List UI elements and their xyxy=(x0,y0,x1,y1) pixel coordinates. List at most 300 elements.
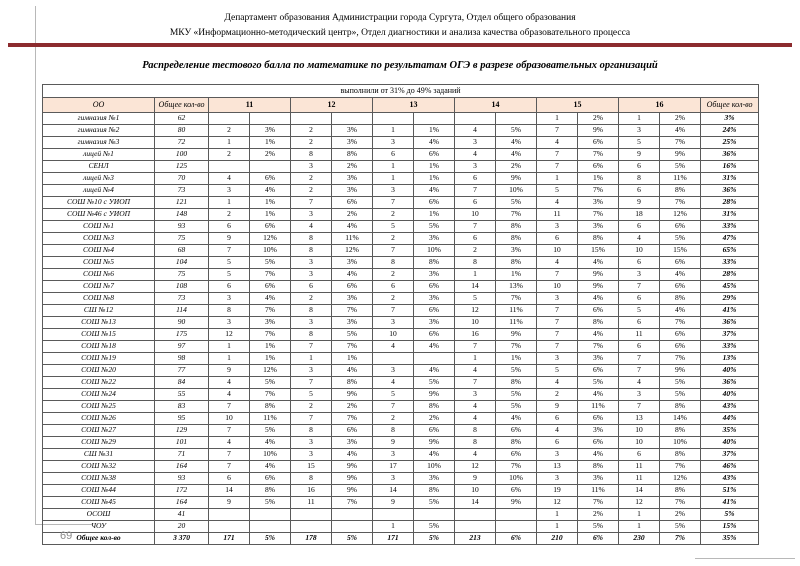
score-cell: 6% xyxy=(332,281,373,293)
org-name-cell: СОШ №10 с УИОП xyxy=(43,197,155,209)
score-cell: 4 xyxy=(455,125,496,137)
org-band-pct-cell: 13% xyxy=(701,353,759,365)
score-cell: 1 xyxy=(209,137,250,149)
score-cell: 9 xyxy=(209,233,250,245)
org-band-pct-cell: 41% xyxy=(701,497,759,509)
score-cell: 4 xyxy=(373,377,414,389)
score-cell: 4 xyxy=(291,221,332,233)
org-name-cell: гимназия №3 xyxy=(43,137,155,149)
score-cell: 10 xyxy=(537,281,578,293)
org-band-pct-cell: 45% xyxy=(701,281,759,293)
score-cell: 4 xyxy=(455,365,496,377)
org-name-cell: гимназия №2 xyxy=(43,125,155,137)
score-cell: 3% xyxy=(578,473,619,485)
org-band-pct-cell: 16% xyxy=(701,161,759,173)
score-cell: 8 xyxy=(455,437,496,449)
score-cell: 17 xyxy=(373,461,414,473)
score-cell: 3% xyxy=(578,221,619,233)
org-name-cell: ЧОУ xyxy=(43,521,155,533)
org-total-cell: 101 xyxy=(155,437,209,449)
score-cell: 6 xyxy=(619,257,660,269)
score-cell: 11% xyxy=(250,413,291,425)
score-cell: 8% xyxy=(496,437,537,449)
score-cell: 12 xyxy=(537,497,578,509)
score-cell: 10% xyxy=(250,245,291,257)
score-cell: 10 xyxy=(455,485,496,497)
score-cell: 4% xyxy=(250,185,291,197)
score-cell: 4% xyxy=(578,449,619,461)
score-cell: 171 xyxy=(373,533,414,545)
score-cell: 4 xyxy=(537,137,578,149)
score-cell: 6 xyxy=(537,437,578,449)
score-cell: 9 xyxy=(537,401,578,413)
org-total-cell: 114 xyxy=(155,305,209,317)
table-row xyxy=(43,245,759,257)
score-cell: 4 xyxy=(537,377,578,389)
org-total-cell: 70 xyxy=(155,173,209,185)
score-cell: 1 xyxy=(373,173,414,185)
org-band-pct-cell: 35% xyxy=(701,533,759,545)
score-cell: 8% xyxy=(660,185,701,197)
score-cell: 8 xyxy=(619,173,660,185)
score-cell: 7% xyxy=(660,137,701,149)
score-cell: 1% xyxy=(414,209,455,221)
score-cell: 2% xyxy=(496,161,537,173)
score-cell: 1 xyxy=(373,161,414,173)
score-cell: 2 xyxy=(291,125,332,137)
score-cell: 5% xyxy=(250,377,291,389)
score-cell: 3 xyxy=(291,257,332,269)
table-row xyxy=(43,329,759,341)
score-cell: 5 xyxy=(209,269,250,281)
table-row xyxy=(43,149,759,161)
score-cell: 9 xyxy=(619,197,660,209)
score-cell: 11% xyxy=(660,173,701,185)
score-cell: 3% xyxy=(414,317,455,329)
score-cell: 7 xyxy=(291,197,332,209)
org-name-cell: СЕНЛ xyxy=(43,161,155,173)
score-cell: 8% xyxy=(414,257,455,269)
score-cell: 3 xyxy=(209,293,250,305)
score-cell: 5 xyxy=(209,257,250,269)
score-cell: 1 xyxy=(455,269,496,281)
org-total-cell: 80 xyxy=(155,125,209,137)
score-cell: 11 xyxy=(619,329,660,341)
score-cell: 7% xyxy=(660,317,701,329)
score-cell: 14% xyxy=(660,413,701,425)
header-score-16: 16 xyxy=(619,98,701,113)
score-cell: 7% xyxy=(496,461,537,473)
score-cell: 3 xyxy=(373,365,414,377)
score-cell: 6% xyxy=(660,281,701,293)
score-cell: 6 xyxy=(619,221,660,233)
score-cell: 5% xyxy=(496,197,537,209)
table-row xyxy=(43,401,759,413)
accent-divider-bar xyxy=(8,43,792,47)
header-total-count: Общее кол-во xyxy=(155,98,209,113)
results-table-wrap xyxy=(42,84,758,545)
score-cell: 5% xyxy=(660,161,701,173)
score-cell: 10% xyxy=(250,449,291,461)
score-cell: 8% xyxy=(660,485,701,497)
score-cell: 7% xyxy=(660,197,701,209)
org-name-cell: СОШ №46 с УИОП xyxy=(43,209,155,221)
score-cell: 14 xyxy=(619,485,660,497)
score-cell: 9% xyxy=(496,329,537,341)
score-cell: 1% xyxy=(414,173,455,185)
score-cell: 5% xyxy=(578,521,619,533)
score-cell: 5% xyxy=(250,425,291,437)
score-cell: 3 xyxy=(291,437,332,449)
org-name-cell: СОШ №29 xyxy=(43,437,155,449)
score-cell: 2 xyxy=(537,389,578,401)
org-total-cell: 72 xyxy=(155,137,209,149)
org-band-pct-cell: 36% xyxy=(701,317,759,329)
org-name-cell: гимназия №1 xyxy=(43,113,155,125)
score-cell: 3 xyxy=(619,125,660,137)
org-total-cell: 83 xyxy=(155,401,209,413)
score-cell: 178 xyxy=(291,533,332,545)
org-name-cell: лицей №3 xyxy=(43,173,155,185)
score-cell: 2% xyxy=(414,413,455,425)
table-row xyxy=(43,353,759,365)
score-cell: 3 xyxy=(455,161,496,173)
org-total-cell: 75 xyxy=(155,269,209,281)
score-cell: 9% xyxy=(332,461,373,473)
score-cell: 6 xyxy=(619,449,660,461)
score-cell xyxy=(291,521,332,533)
score-cell: 7% xyxy=(660,461,701,473)
org-total-cell: 71 xyxy=(155,449,209,461)
score-cell: 6% xyxy=(332,425,373,437)
score-cell: 4% xyxy=(496,137,537,149)
score-cell: 13% xyxy=(496,281,537,293)
score-cell: 6 xyxy=(619,161,660,173)
score-cell: 7% xyxy=(660,353,701,365)
score-cell: 3 xyxy=(537,449,578,461)
score-cell: 8 xyxy=(209,305,250,317)
score-cell: 7% xyxy=(496,209,537,221)
score-cell: 1% xyxy=(250,341,291,353)
table-row xyxy=(43,521,759,533)
score-cell: 14 xyxy=(373,485,414,497)
score-cell: 6% xyxy=(660,257,701,269)
score-cell: 7 xyxy=(373,197,414,209)
org-name-cell: СОШ №18 xyxy=(43,341,155,353)
score-cell: 12 xyxy=(619,497,660,509)
org-total-cell: 125 xyxy=(155,161,209,173)
score-cell: 4% xyxy=(250,437,291,449)
org-name-cell: ОСОШ xyxy=(43,509,155,521)
score-cell: 1 xyxy=(209,197,250,209)
score-cell: 5 xyxy=(619,305,660,317)
score-cell: 4 xyxy=(537,425,578,437)
score-cell xyxy=(455,521,496,533)
org-name-cell: СОШ №15 xyxy=(43,329,155,341)
org-total-cell: 93 xyxy=(155,221,209,233)
score-cell xyxy=(209,521,250,533)
score-cell: 6% xyxy=(660,341,701,353)
table-row xyxy=(43,113,759,125)
score-cell: 1 xyxy=(619,113,660,125)
org-name-cell: СОШ №3 xyxy=(43,233,155,245)
score-cell: 15 xyxy=(291,461,332,473)
page-title: Распределение тестового балла по математике по результатам ОГЭ в разрезе образовательных организаций xyxy=(142,60,658,71)
score-cell: 6% xyxy=(578,161,619,173)
score-cell: 7 xyxy=(537,269,578,281)
score-cell: 10 xyxy=(373,329,414,341)
table-row xyxy=(43,137,759,149)
table-row xyxy=(43,509,759,521)
score-cell: 3 xyxy=(291,269,332,281)
table-row xyxy=(43,461,759,473)
score-cell: 3% xyxy=(332,173,373,185)
score-cell: 7 xyxy=(619,353,660,365)
org-band-pct-cell: 37% xyxy=(701,449,759,461)
score-cell: 3% xyxy=(250,125,291,137)
org-name-cell: СОШ №4 xyxy=(43,245,155,257)
score-cell: 3 xyxy=(537,293,578,305)
score-cell: 5 xyxy=(619,137,660,149)
score-cell: 4% xyxy=(660,305,701,317)
score-cell: 7 xyxy=(209,425,250,437)
score-cell: 7 xyxy=(209,401,250,413)
score-cell: 6 xyxy=(537,233,578,245)
org-band-pct-cell: 43% xyxy=(701,473,759,485)
score-cell: 8 xyxy=(373,425,414,437)
org-band-pct-cell: 43% xyxy=(701,401,759,413)
score-cell: 8 xyxy=(291,233,332,245)
org-total-cell: 148 xyxy=(155,209,209,221)
score-cell: 6% xyxy=(250,173,291,185)
score-cell: 5% xyxy=(332,329,373,341)
score-cell: 5% xyxy=(660,389,701,401)
score-cell: 3 xyxy=(373,317,414,329)
table-row xyxy=(43,425,759,437)
score-cell: 5% xyxy=(496,125,537,137)
org-band-pct-cell: 36% xyxy=(701,377,759,389)
score-cell: 6 xyxy=(373,149,414,161)
score-cell: 1% xyxy=(496,269,537,281)
score-cell: 7% xyxy=(250,269,291,281)
score-cell: 1% xyxy=(578,173,619,185)
org-band-pct-cell: 25% xyxy=(701,137,759,149)
score-cell: 6% xyxy=(578,305,619,317)
header-total-pct: Общее кол-во xyxy=(701,98,759,113)
score-cell: 3 xyxy=(373,137,414,149)
score-cell: 12% xyxy=(332,245,373,257)
band-header-row xyxy=(43,85,759,98)
score-cell: 19 xyxy=(537,485,578,497)
score-cell: 7% xyxy=(332,305,373,317)
score-cell: 3% xyxy=(332,437,373,449)
score-cell: 5% xyxy=(660,233,701,245)
org-band-pct-cell: 28% xyxy=(701,197,759,209)
score-cell xyxy=(291,509,332,521)
score-cell xyxy=(373,509,414,521)
score-cell: 4% xyxy=(660,125,701,137)
score-cell: 1 xyxy=(455,353,496,365)
score-cell: 9% xyxy=(578,125,619,137)
org-total-cell: 68 xyxy=(155,245,209,257)
score-cell: 1% xyxy=(250,197,291,209)
score-cell: 8 xyxy=(291,149,332,161)
org-total-cell: 90 xyxy=(155,317,209,329)
score-cell: 7 xyxy=(537,161,578,173)
score-cell: 12% xyxy=(250,365,291,377)
score-cell: 8 xyxy=(455,425,496,437)
score-cell: 4% xyxy=(496,413,537,425)
score-cell: 5% xyxy=(250,533,291,545)
score-cell: 1 xyxy=(537,173,578,185)
score-cell: 3% xyxy=(332,137,373,149)
score-cell: 6 xyxy=(373,281,414,293)
score-cell: 3 xyxy=(209,185,250,197)
score-cell: 8% xyxy=(660,425,701,437)
score-cell: 5% xyxy=(250,497,291,509)
score-cell: 14 xyxy=(455,281,496,293)
score-cell: 6 xyxy=(291,281,332,293)
score-cell: 9 xyxy=(209,365,250,377)
score-cell: 3 xyxy=(291,209,332,221)
table-row xyxy=(43,317,759,329)
org-total-cell: 84 xyxy=(155,377,209,389)
header-score-15: 15 xyxy=(537,98,619,113)
org-total-cell: 164 xyxy=(155,461,209,473)
score-cell xyxy=(455,113,496,125)
score-cell: 6 xyxy=(619,341,660,353)
header-score-14: 14 xyxy=(455,98,537,113)
score-cell: 5% xyxy=(414,221,455,233)
score-cell: 7 xyxy=(455,377,496,389)
score-cell: 10% xyxy=(496,185,537,197)
score-cell: 7 xyxy=(537,317,578,329)
org-band-pct-cell: 3% xyxy=(701,113,759,125)
score-cell: 9% xyxy=(496,173,537,185)
score-cell: 4% xyxy=(414,341,455,353)
score-cell: 3 xyxy=(291,317,332,329)
score-cell: 6% xyxy=(414,281,455,293)
score-cell: 11% xyxy=(332,233,373,245)
score-cell: 7% xyxy=(332,413,373,425)
score-cell: 11 xyxy=(619,461,660,473)
org-header-line1: Департамент образования Администрации города Сургута, Отдел общего образования xyxy=(224,13,576,23)
org-band-pct-cell: 40% xyxy=(701,365,759,377)
score-cell: 7 xyxy=(455,221,496,233)
score-cell: 1 xyxy=(209,353,250,365)
score-cell: 3% xyxy=(332,257,373,269)
score-cell: 7% xyxy=(496,341,537,353)
table-row xyxy=(43,341,759,353)
table-row xyxy=(43,173,759,185)
score-cell: 171 xyxy=(209,533,250,545)
score-cell: 6 xyxy=(455,197,496,209)
score-cell xyxy=(209,113,250,125)
score-cell xyxy=(332,521,373,533)
org-band-pct-cell: 46% xyxy=(701,461,759,473)
score-cell: 213 xyxy=(455,533,496,545)
score-cell: 2 xyxy=(209,149,250,161)
score-cell: 7 xyxy=(455,341,496,353)
score-cell: 6% xyxy=(414,425,455,437)
org-total-cell: 98 xyxy=(155,353,209,365)
score-cell: 1 xyxy=(537,509,578,521)
score-cell: 4% xyxy=(578,389,619,401)
org-band-pct-cell: 33% xyxy=(701,257,759,269)
score-cell: 4% xyxy=(496,149,537,161)
score-cell: 5% xyxy=(332,533,373,545)
score-cell xyxy=(332,113,373,125)
score-cell: 4% xyxy=(578,257,619,269)
results-table xyxy=(42,84,759,545)
score-cell: 5% xyxy=(496,389,537,401)
org-total-cell: 104 xyxy=(155,257,209,269)
score-cell: 4 xyxy=(455,401,496,413)
score-cell xyxy=(414,113,455,125)
score-cell: 5% xyxy=(660,521,701,533)
header-score-11: 11 xyxy=(209,98,291,113)
score-cell: 9% xyxy=(414,389,455,401)
score-cell: 7 xyxy=(373,245,414,257)
score-cell: 9% xyxy=(332,485,373,497)
score-cell: 2 xyxy=(455,245,496,257)
score-cell: 4 xyxy=(209,389,250,401)
score-cell: 9% xyxy=(660,365,701,377)
score-cell: 8 xyxy=(373,257,414,269)
score-cell: 3% xyxy=(332,293,373,305)
score-cell: 2 xyxy=(291,173,332,185)
score-cell: 4 xyxy=(619,377,660,389)
score-cell: 9% xyxy=(332,473,373,485)
score-cell: 7 xyxy=(291,377,332,389)
header-score-12: 12 xyxy=(291,98,373,113)
org-total-cell: 62 xyxy=(155,113,209,125)
score-cell: 6 xyxy=(209,281,250,293)
score-cell: 7% xyxy=(578,185,619,197)
org-total-cell: 95 xyxy=(155,413,209,425)
table-row xyxy=(43,413,759,425)
score-cell: 9 xyxy=(373,437,414,449)
table-total-row xyxy=(43,533,759,545)
score-cell: 5% xyxy=(414,533,455,545)
score-cell: 6% xyxy=(578,137,619,149)
org-name-cell: СОШ №44 xyxy=(43,485,155,497)
score-cell xyxy=(496,509,537,521)
org-band-pct-cell: 5% xyxy=(701,509,759,521)
header-oo: ОО xyxy=(43,98,155,113)
score-cell: 4 xyxy=(537,197,578,209)
org-name-cell: СОШ №24 xyxy=(43,389,155,401)
score-cell: 6 xyxy=(537,413,578,425)
score-cell xyxy=(291,113,332,125)
score-cell: 5% xyxy=(496,365,537,377)
score-cell: 7 xyxy=(209,245,250,257)
score-cell: 7% xyxy=(578,497,619,509)
table-row xyxy=(43,197,759,209)
org-band-pct-cell: 33% xyxy=(701,221,759,233)
score-cell: 3% xyxy=(578,353,619,365)
score-cell: 3% xyxy=(414,473,455,485)
score-cell: 3 xyxy=(373,473,414,485)
score-cell: 10 xyxy=(619,425,660,437)
score-cell: 8 xyxy=(455,257,496,269)
score-cell: 210 xyxy=(537,533,578,545)
score-cell: 8% xyxy=(250,485,291,497)
score-cell: 3 xyxy=(455,389,496,401)
org-total-cell: 73 xyxy=(155,293,209,305)
score-cell: 4% xyxy=(414,137,455,149)
score-cell: 7% xyxy=(660,533,701,545)
